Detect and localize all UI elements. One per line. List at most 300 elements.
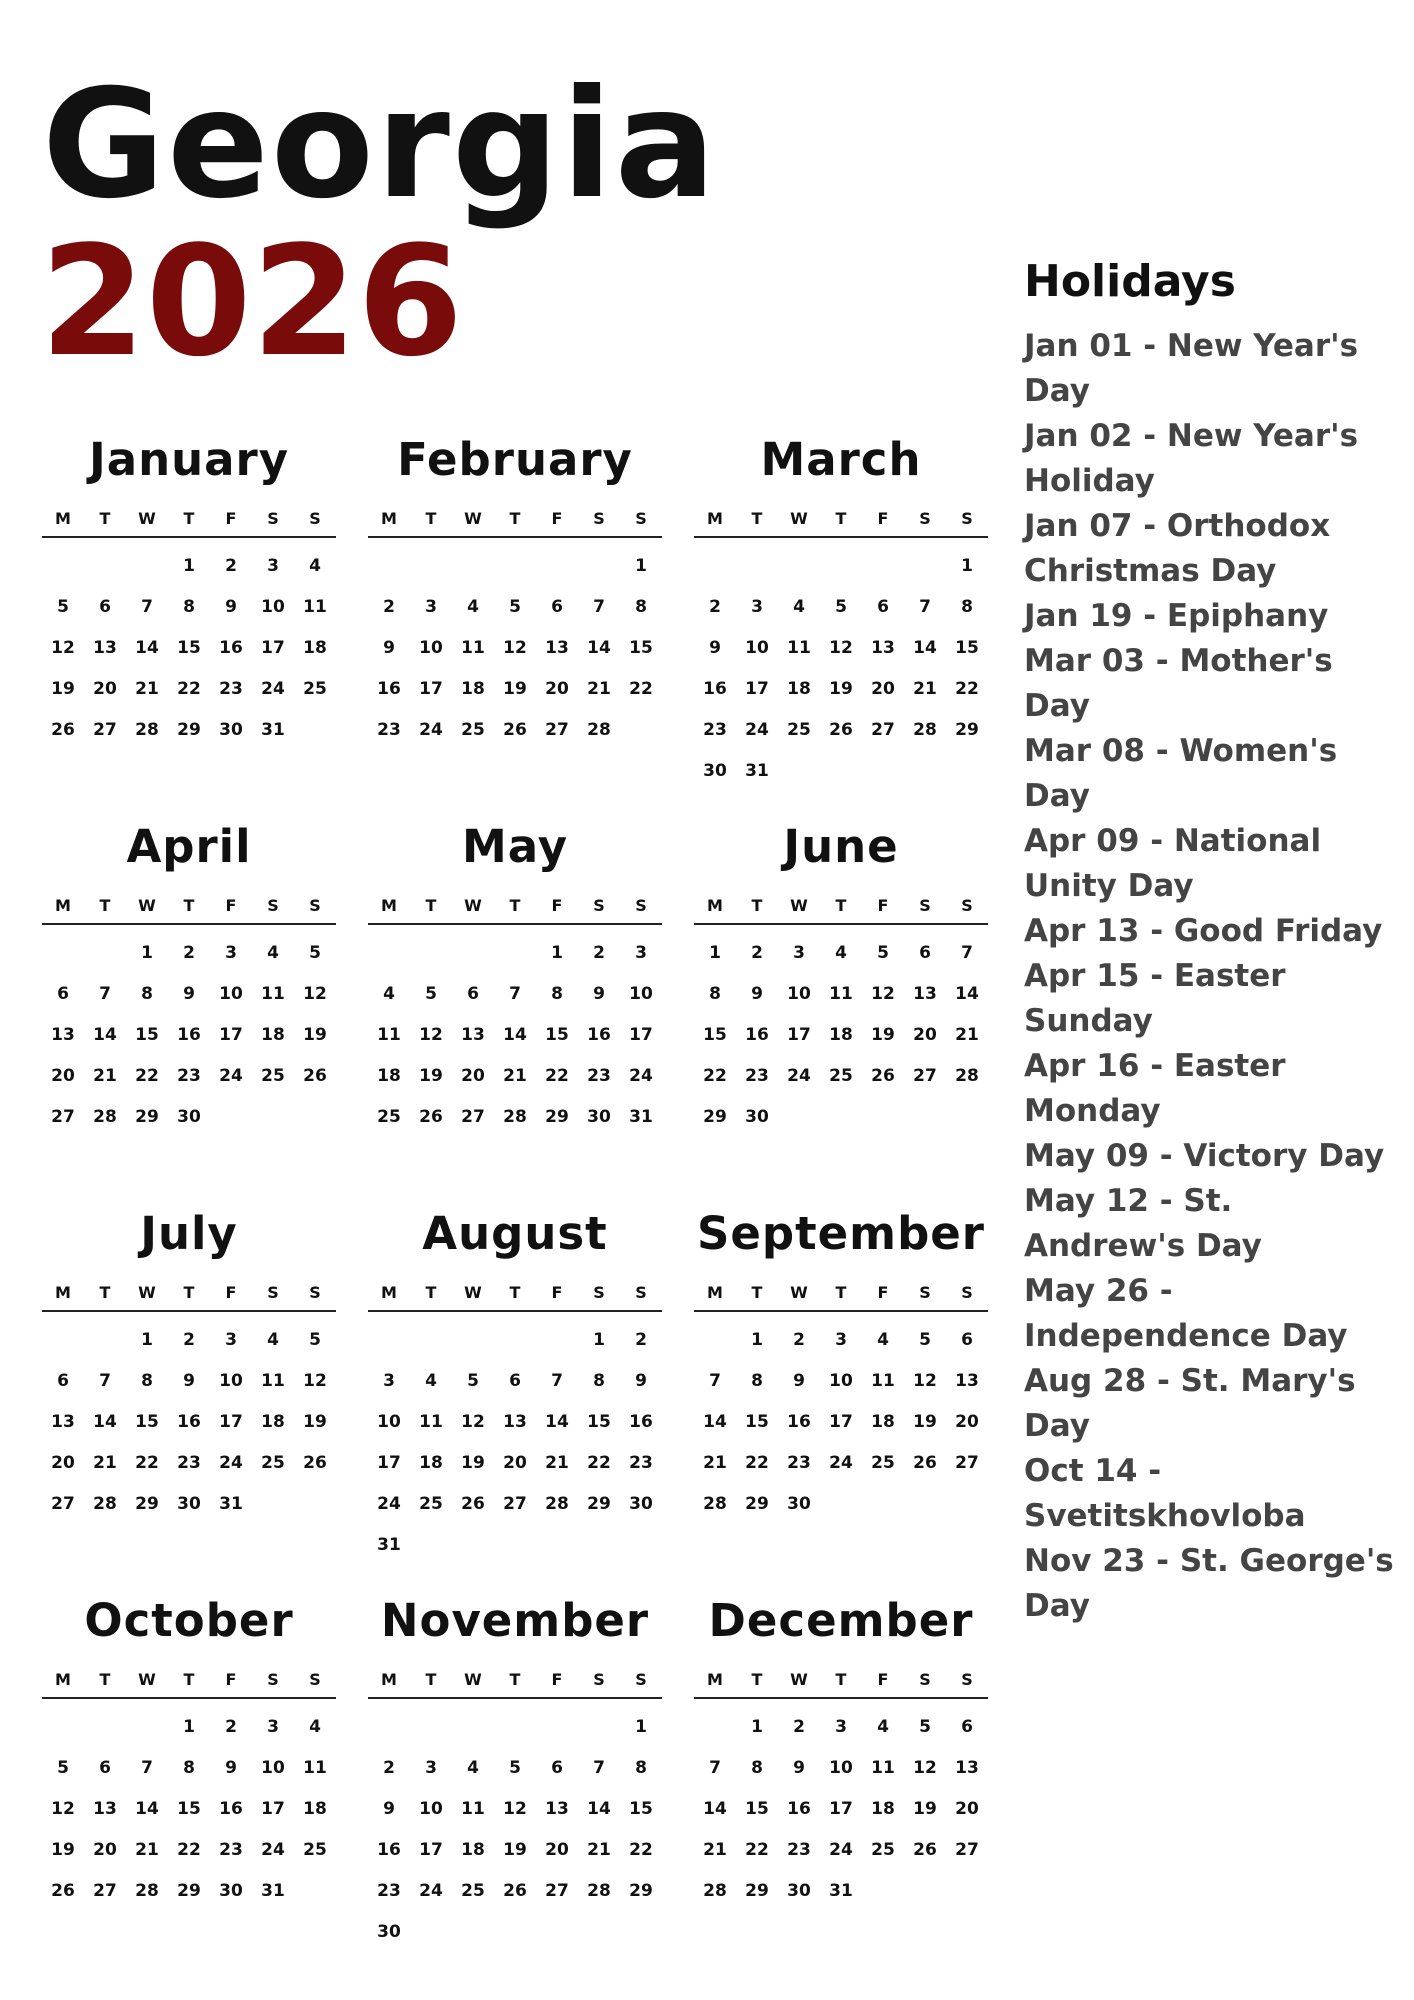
day-cell: 9 [709,638,721,658]
day-cell: 19 [913,1412,937,1432]
day-cell: 1 [141,1330,153,1350]
day-cell: 18 [871,1412,895,1432]
day-cell: 19 [303,1025,327,1045]
day-cell: 5 [57,1758,69,1778]
day-cell: 2 [793,1330,805,1350]
day-cell: 23 [177,1066,201,1086]
day-cell: 29 [955,720,979,740]
weekday-label: T [509,1670,521,1689]
day-cell: 21 [703,1840,727,1860]
weekday-header [694,1663,988,1699]
day-grid [694,933,988,1138]
day-cell: 7 [141,597,153,617]
empty-day-cell [694,1707,736,1748]
day-cell: 27 [93,1881,117,1901]
holiday-item: Jan 02 - New Year's Holiday [1024,418,1359,499]
empty-day-cell [736,546,778,587]
day-cell: 11 [461,638,485,658]
day-cell: 20 [545,679,569,699]
day-cell: 23 [703,720,727,740]
weekday-label: M [55,1283,71,1302]
day-cell: 23 [177,1453,201,1473]
day-cell: 15 [955,638,979,658]
day-cell: 1 [551,943,563,963]
weekday-label: F [551,1283,563,1302]
day-cell: 4 [467,1758,479,1778]
day-cell: 27 [871,720,895,740]
weekday-label: S [593,1670,605,1689]
weekday-label: W [138,1283,156,1302]
day-cell: 18 [419,1453,443,1473]
weekday-label: M [707,1283,723,1302]
weekday-label: W [790,1670,808,1689]
day-grid [42,546,336,751]
day-cell: 5 [919,1717,931,1737]
day-cell: 23 [745,1066,769,1086]
day-cell: 8 [635,597,647,617]
day-cell: 26 [829,720,853,740]
day-cell: 8 [751,1758,763,1778]
day-cell: 22 [135,1453,159,1473]
day-cell: 16 [629,1412,653,1432]
day-cell: 20 [461,1066,485,1086]
day-cell: 18 [303,1799,327,1819]
day-cell: 1 [183,556,195,576]
day-cell: 5 [877,943,889,963]
day-cell: 9 [383,638,395,658]
day-cell: 18 [787,679,811,699]
day-cell: 27 [545,720,569,740]
weekday-label: S [635,509,647,528]
day-cell: 6 [509,1371,521,1391]
day-cell: 12 [303,1371,327,1391]
weekday-label: T [425,896,437,915]
day-cell: 11 [261,984,285,1004]
holiday-item: Jan 07 - Orthodox Christmas Day [1024,508,1331,589]
day-cell: 7 [99,984,111,1004]
weekday-label: T [509,896,521,915]
weekday-label: T [99,509,111,528]
day-cell: 18 [303,638,327,658]
weekday-label: S [961,1670,973,1689]
day-cell: 18 [261,1412,285,1432]
empty-day-cell [494,546,536,587]
day-cell: 1 [183,1717,195,1737]
empty-day-cell [452,1707,494,1748]
day-cell: 15 [177,638,201,658]
day-cell: 31 [377,1535,401,1555]
day-cell: 16 [177,1412,201,1432]
day-cell: 14 [703,1799,727,1819]
day-cell: 26 [503,720,527,740]
month-july [42,1204,336,1591]
day-cell: 10 [829,1371,853,1391]
holiday-item: Mar 03 - Mother's Day [1024,643,1333,724]
day-cell: 5 [835,597,847,617]
weekday-label: T [835,1283,847,1302]
weekday-label: S [309,1283,321,1302]
day-cell: 24 [745,720,769,740]
weekday-label: F [551,896,563,915]
weekday-label: T [751,1283,763,1302]
day-cell: 8 [635,1758,647,1778]
weekday-label: T [751,896,763,915]
empty-day-cell [42,1707,84,1748]
day-cell: 31 [745,761,769,781]
day-cell: 31 [261,1881,285,1901]
day-cell: 9 [593,984,605,1004]
day-cell: 20 [503,1453,527,1473]
weekday-label: S [309,896,321,915]
day-cell: 3 [751,597,763,617]
day-cell: 7 [593,1758,605,1778]
day-cell: 11 [303,597,327,617]
day-cell: 20 [51,1066,75,1086]
day-cell: 25 [461,1881,485,1901]
day-cell: 30 [745,1107,769,1127]
day-cell: 11 [261,1371,285,1391]
weekday-label: M [707,509,723,528]
day-cell: 6 [919,943,931,963]
day-cell: 8 [751,1371,763,1391]
day-cell: 27 [93,720,117,740]
day-cell: 2 [383,1758,395,1778]
weekday-label: M [381,896,397,915]
day-cell: 19 [503,1840,527,1860]
weekday-label: F [877,1283,889,1302]
month-name: January [88,433,290,486]
day-cell: 11 [303,1758,327,1778]
month-name: November [380,1594,650,1647]
month-name: August [422,1207,608,1260]
day-cell: 22 [177,679,201,699]
day-cell: 2 [593,943,605,963]
empty-day-cell [368,546,410,587]
empty-day-cell [494,1707,536,1748]
day-grid [694,546,988,792]
weekday-header [42,1663,336,1699]
day-cell: 2 [635,1330,647,1350]
day-cell: 25 [461,720,485,740]
day-cell: 12 [503,1799,527,1819]
day-cell: 14 [955,984,979,1004]
day-cell: 16 [377,679,401,699]
day-cell: 27 [51,1494,75,1514]
day-cell: 6 [961,1330,973,1350]
day-cell: 12 [419,1025,443,1045]
day-cell: 19 [871,1025,895,1045]
day-cell: 22 [545,1066,569,1086]
day-cell: 24 [629,1066,653,1086]
day-cell: 2 [225,556,237,576]
day-cell: 15 [135,1412,159,1432]
day-cell: 15 [135,1025,159,1045]
day-cell: 30 [177,1107,201,1127]
day-cell: 24 [219,1066,243,1086]
month-name: October [84,1594,294,1647]
weekday-label: M [55,1670,71,1689]
day-cell: 13 [913,984,937,1004]
day-cell: 24 [219,1453,243,1473]
day-cell: 6 [877,597,889,617]
weekday-label: M [707,1670,723,1689]
day-cell: 2 [751,943,763,963]
day-cell: 15 [629,638,653,658]
weekday-header [42,889,336,925]
day-cell: 15 [587,1412,611,1432]
empty-day-cell [536,1707,578,1748]
empty-day-cell [452,933,494,974]
day-cell: 26 [303,1453,327,1473]
day-cell: 12 [913,1371,937,1391]
day-cell: 28 [955,1066,979,1086]
empty-day-cell [536,1320,578,1361]
day-cell: 28 [703,1494,727,1514]
day-cell: 9 [383,1799,395,1819]
day-cell: 4 [877,1717,889,1737]
weekday-label: S [961,509,973,528]
weekday-header [694,889,988,925]
day-cell: 14 [503,1025,527,1045]
day-cell: 10 [377,1412,401,1432]
weekday-label: W [464,896,482,915]
day-cell: 6 [57,984,69,1004]
empty-day-cell [820,546,862,587]
day-cell: 6 [99,1758,111,1778]
weekday-label: W [464,1670,482,1689]
day-grid [42,933,336,1138]
weekday-label: T [183,1283,195,1302]
day-cell: 26 [419,1107,443,1127]
day-cell: 24 [419,720,443,740]
day-cell: 22 [955,679,979,699]
empty-day-cell [84,1707,126,1748]
day-cell: 4 [383,984,395,1004]
day-cell: 25 [303,679,327,699]
day-cell: 16 [745,1025,769,1045]
day-cell: 1 [635,1717,647,1737]
weekday-label: W [464,1283,482,1302]
day-cell: 1 [751,1717,763,1737]
empty-day-cell [368,933,410,974]
day-cell: 10 [261,597,285,617]
weekday-label: T [183,896,195,915]
day-cell: 3 [267,556,279,576]
day-cell: 4 [425,1371,437,1391]
holiday-item: May 26 - Independence Day [1024,1273,1348,1354]
weekday-label: F [877,1670,889,1689]
empty-day-cell [536,546,578,587]
day-cell: 9 [635,1371,647,1391]
day-cell: 25 [377,1107,401,1127]
weekday-label: T [751,1670,763,1689]
day-cell: 10 [261,1758,285,1778]
day-cell: 10 [419,638,443,658]
day-cell: 10 [745,638,769,658]
weekday-label: F [551,1670,563,1689]
day-cell: 23 [629,1453,653,1473]
day-cell: 29 [629,1881,653,1901]
day-cell: 17 [219,1412,243,1432]
day-cell: 14 [703,1412,727,1432]
day-cell: 8 [183,1758,195,1778]
day-cell: 4 [267,1330,279,1350]
weekday-label: T [835,1670,847,1689]
day-cell: 31 [829,1881,853,1901]
day-cell: 1 [141,943,153,963]
day-cell: 17 [745,679,769,699]
day-cell: 15 [629,1799,653,1819]
month-name: March [760,433,922,486]
holiday-item: Apr 13 - Good Friday [1024,913,1383,949]
empty-day-cell [494,933,536,974]
day-cell: 23 [219,679,243,699]
weekday-label: F [225,1670,237,1689]
day-cell: 17 [377,1453,401,1473]
empty-day-cell [368,1707,410,1748]
day-cell: 28 [93,1494,117,1514]
day-cell: 13 [955,1371,979,1391]
day-cell: 23 [219,1840,243,1860]
day-cell: 9 [225,1758,237,1778]
day-cell: 24 [829,1453,853,1473]
day-cell: 29 [135,1494,159,1514]
weekday-label: F [225,896,237,915]
day-cell: 28 [503,1107,527,1127]
day-cell: 17 [261,1799,285,1819]
day-cell: 11 [419,1412,443,1432]
weekday-header [368,1276,662,1312]
weekday-label: T [99,1283,111,1302]
empty-day-cell [694,546,736,587]
weekday-label: S [919,1670,931,1689]
weekday-label: W [138,1670,156,1689]
weekday-label: W [464,509,482,528]
day-grid [694,1707,988,1912]
weekday-label: S [919,896,931,915]
day-cell: 5 [57,597,69,617]
day-cell: 29 [745,1494,769,1514]
day-cell: 10 [219,1371,243,1391]
day-cell: 19 [503,679,527,699]
weekday-label: M [381,1670,397,1689]
day-cell: 9 [751,984,763,1004]
holiday-item: Jan 19 - Epiphany [1024,598,1329,634]
empty-day-cell [778,546,820,587]
day-cell: 2 [383,597,395,617]
day-cell: 12 [303,984,327,1004]
weekday-header [42,502,336,538]
day-cell: 15 [745,1799,769,1819]
month-june [694,817,988,1204]
day-cell: 28 [135,1881,159,1901]
weekday-label: T [835,509,847,528]
day-cell: 13 [871,638,895,658]
day-grid [42,1707,336,1912]
day-cell: 3 [383,1371,395,1391]
day-cell: 9 [793,1758,805,1778]
month-december [694,1591,988,1978]
day-cell: 1 [593,1330,605,1350]
empty-day-cell [84,1320,126,1361]
weekday-label: T [425,1670,437,1689]
day-cell: 22 [629,679,653,699]
day-cell: 7 [919,597,931,617]
month-april [42,817,336,1204]
weekday-label: S [635,1670,647,1689]
day-cell: 7 [509,984,521,1004]
calendar-title-state: Georgia [42,58,718,232]
day-cell: 12 [913,1758,937,1778]
weekday-label: M [55,896,71,915]
day-cell: 21 [955,1025,979,1045]
month-march [694,430,988,817]
day-grid [368,1707,662,1953]
day-cell: 11 [829,984,853,1004]
day-cell: 13 [955,1758,979,1778]
weekday-label: T [99,1670,111,1689]
month-october [42,1591,336,1978]
day-cell: 20 [545,1840,569,1860]
empty-day-cell [410,1707,452,1748]
weekday-label: T [99,896,111,915]
day-cell: 3 [425,1758,437,1778]
day-cell: 16 [219,638,243,658]
day-cell: 5 [919,1330,931,1350]
weekday-label: T [835,896,847,915]
day-cell: 27 [913,1066,937,1086]
day-cell: 26 [503,1881,527,1901]
weekday-label: F [225,509,237,528]
day-cell: 5 [509,597,521,617]
weekday-label: F [551,509,563,528]
weekday-label: S [267,1283,279,1302]
weekday-label: T [509,509,521,528]
day-cell: 2 [183,943,195,963]
day-cell: 7 [593,597,605,617]
day-cell: 5 [509,1758,521,1778]
day-cell: 6 [961,1717,973,1737]
day-cell: 26 [303,1066,327,1086]
day-cell: 24 [419,1881,443,1901]
day-cell: 23 [587,1066,611,1086]
empty-day-cell [452,546,494,587]
day-cell: 16 [377,1840,401,1860]
day-grid [368,933,662,1138]
day-cell: 6 [551,597,563,617]
day-cell: 6 [551,1758,563,1778]
day-cell: 26 [51,1881,75,1901]
day-cell: 7 [709,1371,721,1391]
day-cell: 17 [787,1025,811,1045]
weekday-label: T [183,509,195,528]
day-cell: 31 [261,720,285,740]
weekday-label: T [425,1283,437,1302]
day-cell: 27 [955,1840,979,1860]
day-cell: 27 [545,1881,569,1901]
day-cell: 13 [93,638,117,658]
month-september [694,1204,988,1591]
day-cell: 22 [587,1453,611,1473]
day-cell: 11 [377,1025,401,1045]
day-cell: 29 [177,720,201,740]
day-cell: 3 [267,1717,279,1737]
day-cell: 26 [913,1453,937,1473]
empty-day-cell [494,1320,536,1361]
weekday-header [42,1276,336,1312]
day-cell: 21 [703,1453,727,1473]
day-cell: 29 [745,1881,769,1901]
